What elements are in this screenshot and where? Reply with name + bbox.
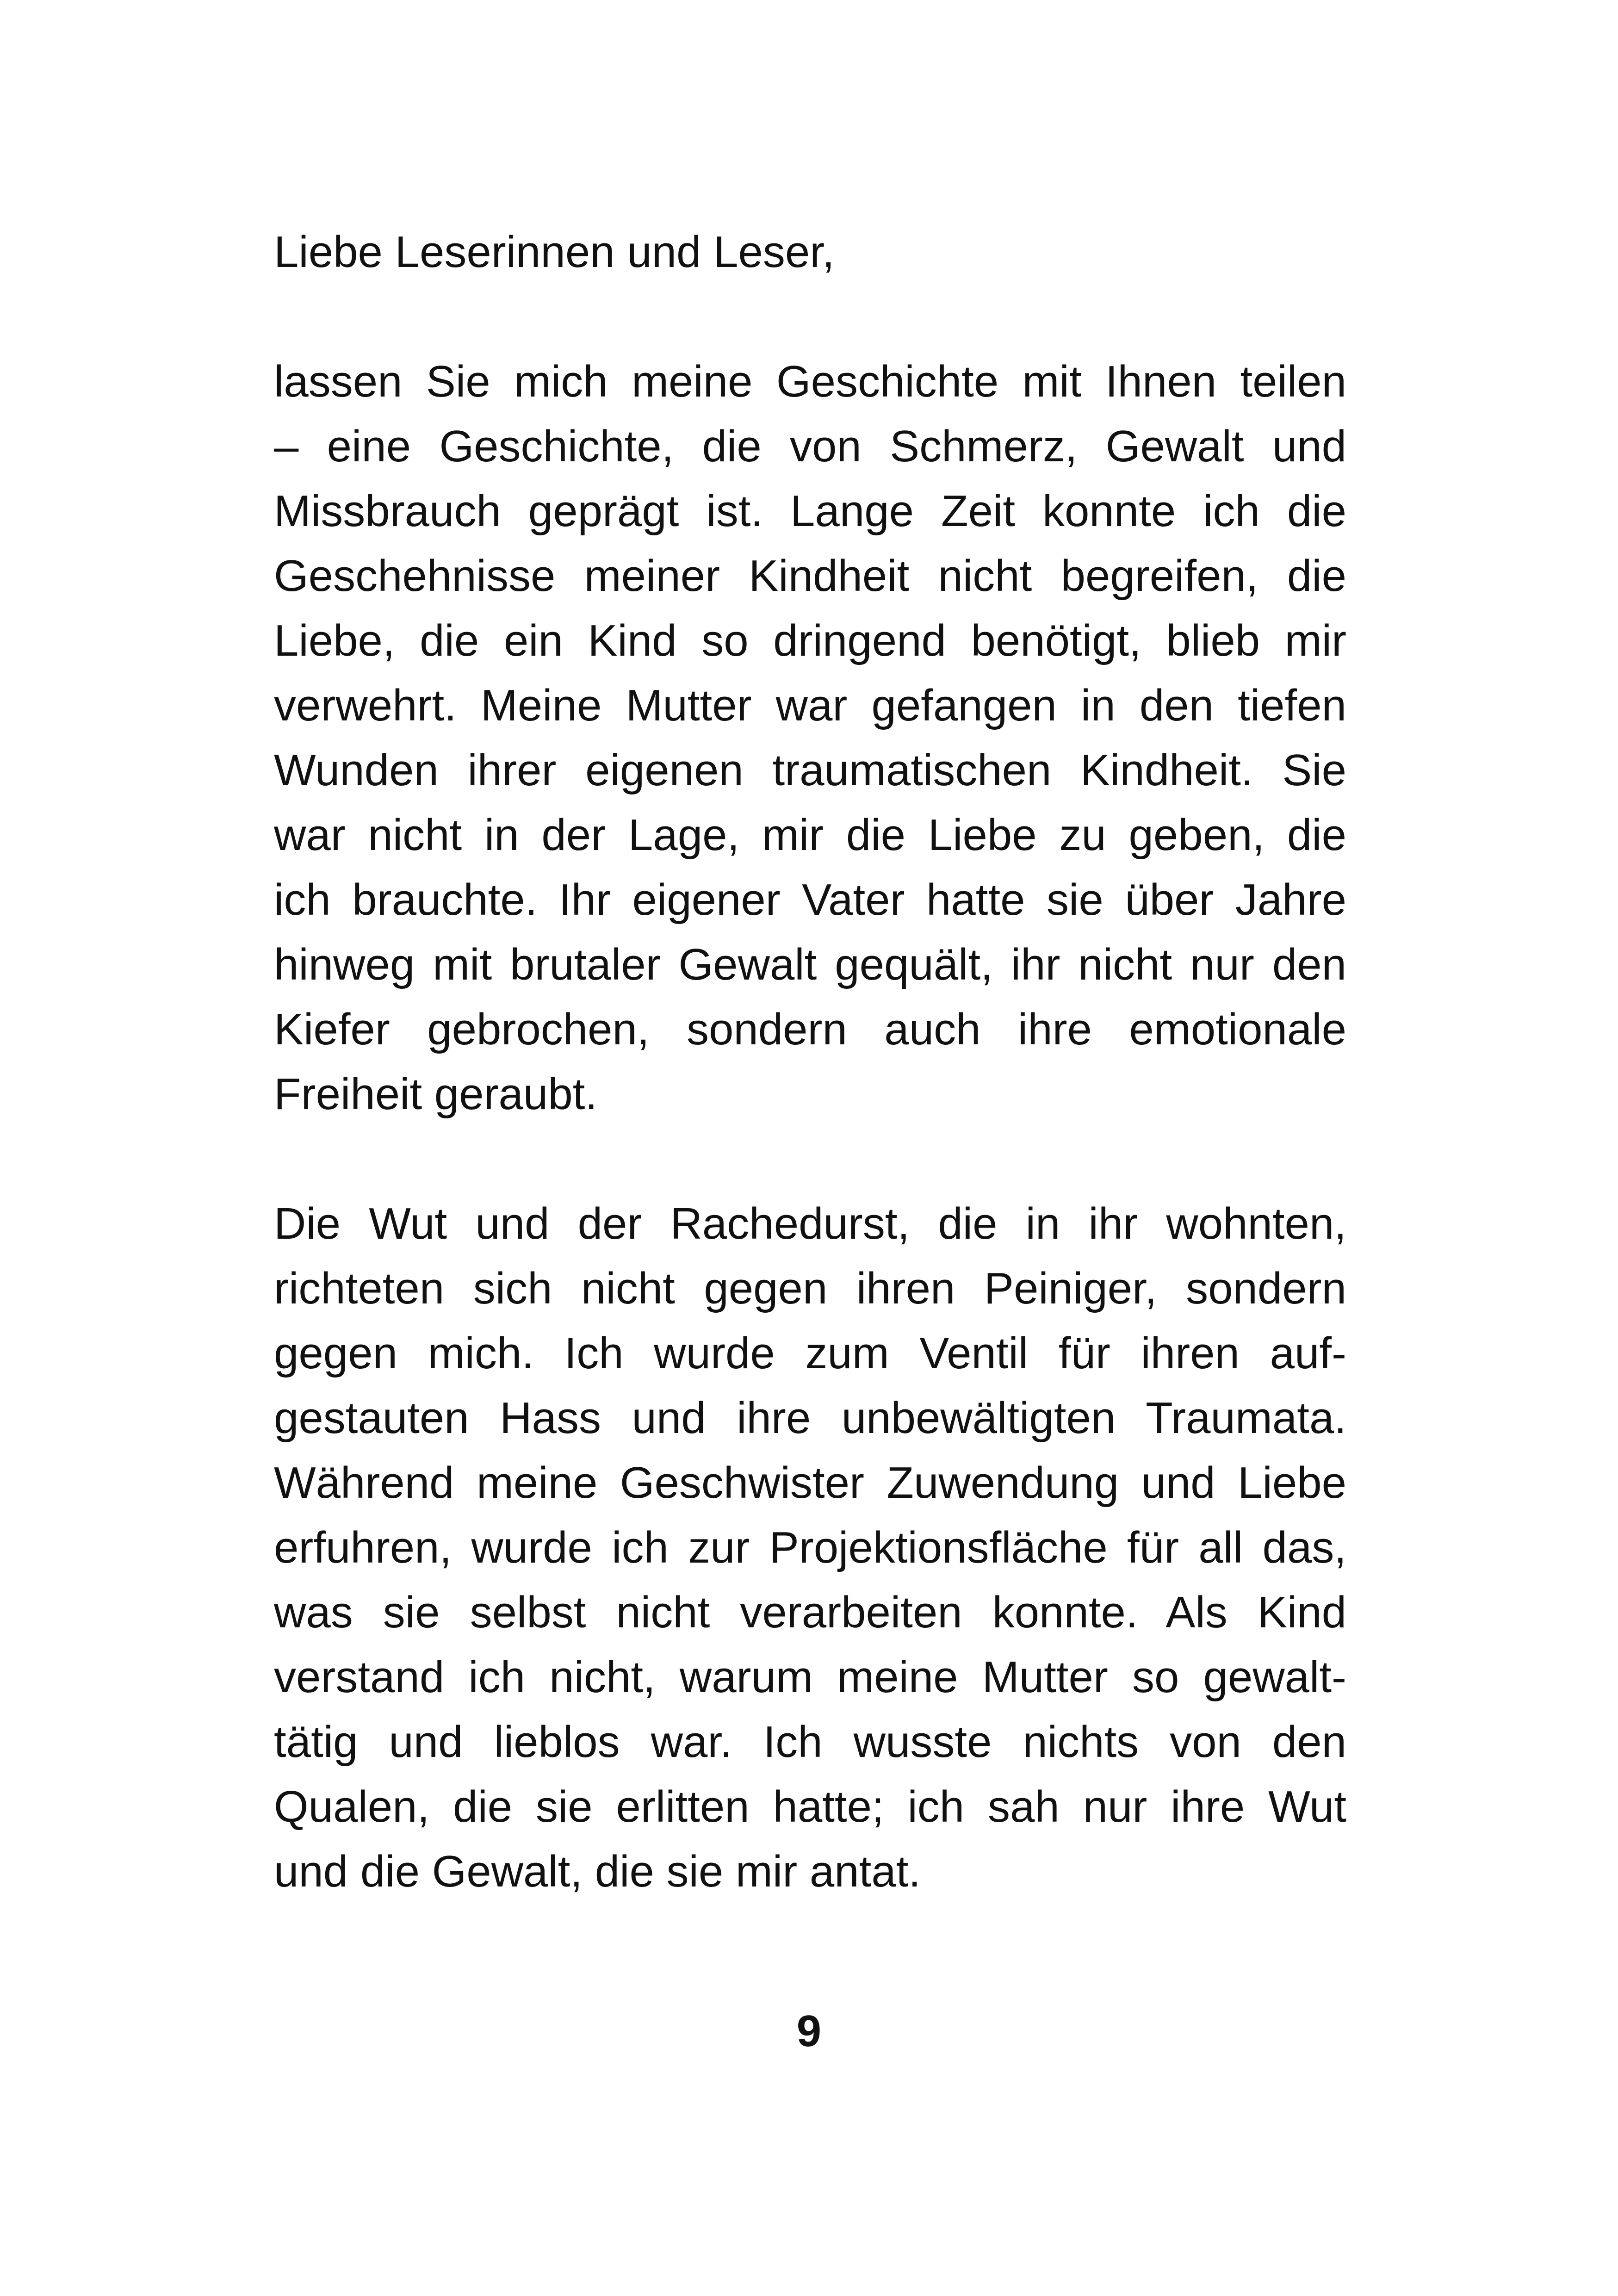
text-line: und die Gewalt, die sie mir antat.	[274, 1847, 921, 1896]
text-line: Die Wut und der Rachedurst, die in ihr wohnten,	[274, 1199, 1346, 1248]
text-line: gestauten Hass und ihre unbewältigten Traumata.	[274, 1393, 1346, 1443]
text-line: verwehrt. Meine Mutter war gefangen in den tiefen	[274, 681, 1346, 730]
text-line: Liebe, die ein Kind so dringend benötigt, blieb mir	[274, 616, 1346, 665]
text-line: verstand ich nicht, warum meine Mutter so gewalt-	[274, 1652, 1346, 1702]
text-line: Freiheit geraubt.	[274, 1069, 598, 1119]
text-line: Geschehnisse meiner Kindheit nicht begreifen, die	[274, 551, 1346, 601]
text-line: Während meine Geschwister Zuwendung und Liebe	[274, 1458, 1346, 1508]
text-line: war nicht in der Lage, mir die Liebe zu geben, die	[274, 810, 1346, 860]
salutation-line: Liebe Leserinnen und Leser,	[274, 227, 835, 277]
page-number: 9	[796, 2006, 822, 2056]
text-line: Kiefer gebrochen, sondern auch ihre emotionale	[274, 1005, 1346, 1054]
paragraph-1	[274, 349, 1346, 1127]
paragraph-2	[274, 1191, 1346, 1904]
text-line: tätig und lieblos war. Ich wusste nichts von den	[274, 1717, 1346, 1767]
text-line: was sie selbst nicht verarbeiten konnte. Als Kind	[274, 1588, 1346, 1637]
text-line: Missbrauch geprägt ist. Lange Zeit konnte ich die	[274, 486, 1346, 536]
text-line: Wunden ihrer eigenen traumatischen Kindheit. Sie	[274, 745, 1346, 795]
text-line: Qualen, die sie erlitten hatte; ich sah nur ihre Wut	[274, 1782, 1346, 1831]
text-line: hinweg mit brutaler Gewalt gequält, ihr nicht nur den	[274, 940, 1346, 989]
text-line: gegen mich. Ich wurde zum Ventil für ihren auf-	[274, 1328, 1346, 1378]
text-line: lassen Sie mich meine Geschichte mit Ihnen teilen	[274, 357, 1346, 406]
text-line: ich brauchte. Ihr eigener Vater hatte sie über Jahre	[274, 875, 1346, 925]
text-line: richteten sich nicht gegen ihren Peiniger, sondern	[274, 1264, 1346, 1313]
salutation	[274, 220, 1346, 285]
text-line: erfuhren, wurde ich zur Projektionsfläche für all das,	[274, 1523, 1346, 1572]
text-line: – eine Geschichte, die von Schmerz, Gewalt und	[274, 422, 1346, 471]
